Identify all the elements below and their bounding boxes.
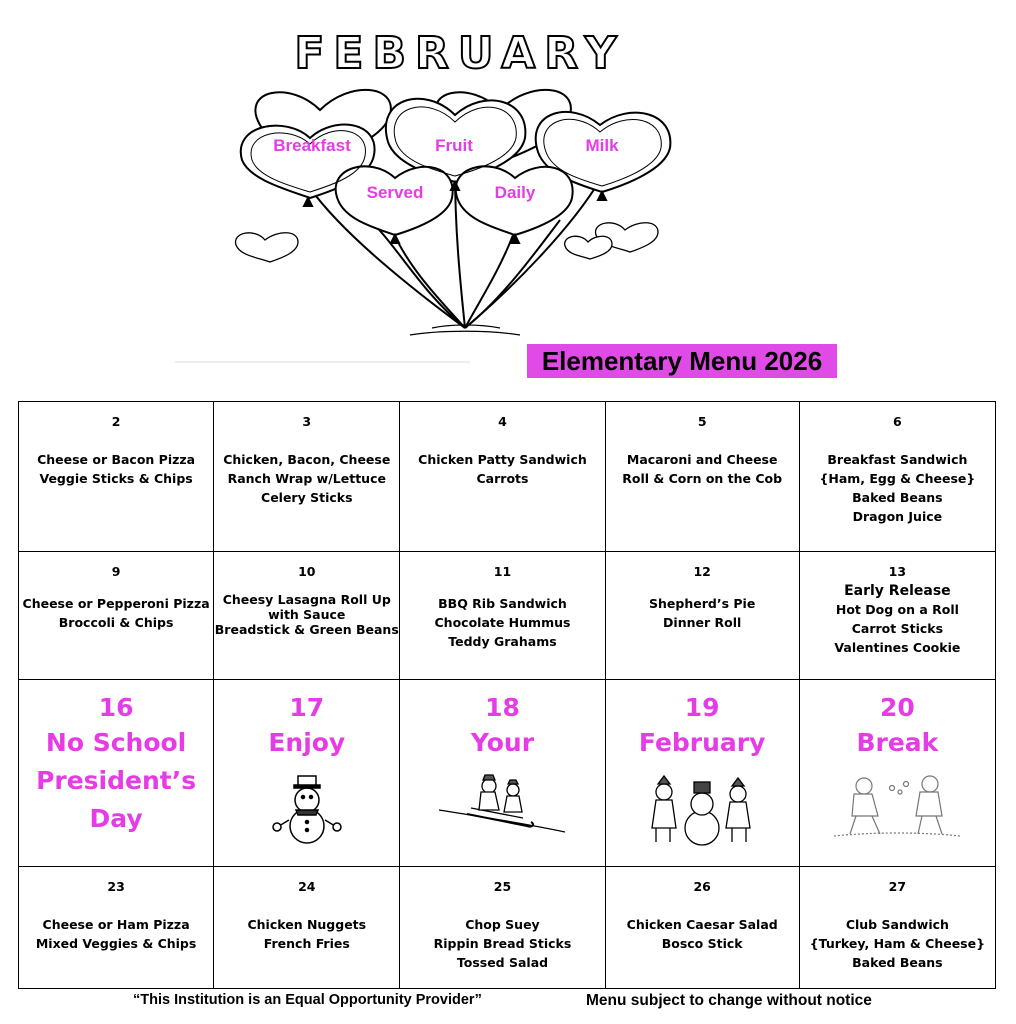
menu-items: Breakfast Sandwich {Ham, Egg & Cheese} Baked Beans Dragon Juice — [819, 452, 976, 524]
sledding-kids-icon — [437, 770, 567, 840]
day-number: 13 — [888, 564, 907, 580]
day-number: 12 — [693, 564, 711, 580]
menu-items: Chicken Caesar Salad Bosco Stick — [626, 916, 778, 951]
balloon-label-breakfast: Breakfast — [273, 136, 351, 155]
day-cell — [799, 680, 995, 866]
day-number: 2 — [111, 414, 121, 429]
day-cell — [400, 552, 605, 680]
week-row — [19, 866, 996, 988]
menu-items: Chicken, Bacon, Cheese Ranch Wrap w/Lettuce Celery Sticks — [223, 452, 391, 505]
day-number: 24 — [298, 878, 316, 894]
menu-items: Cheese or Ham Pizza Mixed Veggies & Chips — [35, 916, 197, 951]
break-text: No School President’s Day — [36, 728, 197, 834]
day-cell — [799, 402, 995, 552]
month-title: FEBRUARY — [294, 28, 626, 79]
menu-items: Shepherd’s Pie Dinner Roll — [649, 596, 756, 631]
day-number: 26 — [693, 878, 711, 894]
day-cell — [400, 680, 605, 866]
day-cell — [400, 402, 605, 552]
menu-items: Club Sandwich {Turkey, Ham & Cheese} Baked Beans — [809, 916, 985, 970]
menu-items: Chicken Nuggets French Fries — [247, 916, 367, 951]
day-cell — [605, 402, 799, 552]
menu-items: Hot Dog on a Roll Carrot Sticks Valentines Cookie — [834, 602, 961, 656]
day-number: 9 — [111, 564, 121, 580]
week-row — [19, 402, 996, 552]
equal-opportunity-statement: “This Institution is an Equal Opportunity Provider” — [133, 992, 482, 1008]
balloon-label-milk: Milk — [585, 136, 619, 155]
menu-items: Cheesy Lasagna Roll Up with Sauce Breadstick & Green Beans — [214, 592, 399, 638]
day-cell — [19, 680, 214, 866]
menu-title: Elementary Menu 2026 — [527, 344, 837, 378]
day-number: 18 — [485, 693, 520, 723]
day-cell — [605, 552, 799, 680]
day-cell — [19, 866, 214, 988]
day-number: 25 — [493, 878, 512, 894]
day-cell — [799, 866, 995, 988]
day-number: 23 — [107, 878, 125, 894]
day-cell — [400, 866, 605, 988]
day-number: 17 — [289, 693, 325, 723]
break-text: Enjoy — [268, 728, 346, 758]
break-text: Your — [470, 728, 535, 758]
day-number: 27 — [888, 878, 907, 894]
day-cell — [214, 552, 400, 680]
menu-change-notice: Menu subject to change without notice — [586, 992, 872, 1009]
menu-items: Chop Suey Rippin Bread Sticks Tossed Salad — [433, 916, 572, 970]
break-text: February — [638, 728, 766, 758]
balloon-label-fruit: Fruit — [435, 136, 473, 155]
day-cell — [605, 680, 799, 866]
kids-building-snowman-icon — [642, 770, 762, 848]
day-number: 4 — [498, 414, 507, 429]
menu-calendar — [18, 401, 996, 989]
balloon-label-served: Served — [366, 183, 424, 202]
early-release-note: Early Release — [844, 583, 951, 600]
break-text: Break — [856, 728, 939, 758]
menu-items: BBQ Rib Sandwich Chocolate Hummus Teddy Grahams — [434, 596, 571, 650]
snowman-icon — [262, 770, 352, 846]
heart-balloons-illustration — [170, 80, 730, 365]
day-number: 6 — [893, 414, 902, 429]
day-number: 20 — [879, 693, 915, 723]
day-cell — [19, 552, 214, 680]
day-number: 3 — [302, 414, 312, 429]
day-cell — [214, 680, 400, 866]
snowball-fight-icon — [832, 770, 962, 840]
day-number: 11 — [493, 564, 512, 580]
day-number: 10 — [298, 564, 316, 580]
balloon-label-daily: Daily — [494, 183, 536, 202]
menu-items: Macaroni and Cheese Roll & Corn on the Cob — [622, 452, 783, 486]
day-cell — [214, 402, 400, 552]
week-row — [19, 552, 996, 680]
menu-items: Cheese or Pepperoni Pizza Broccoli & Chips — [22, 596, 210, 631]
week-row — [19, 680, 996, 866]
day-cell — [214, 866, 400, 988]
day-cell — [19, 402, 214, 552]
menu-items: Cheese or Bacon Pizza Veggie Sticks & Chips — [37, 452, 196, 486]
day-number: 16 — [98, 693, 134, 723]
day-cell — [799, 552, 995, 680]
day-number: 19 — [684, 693, 720, 723]
day-number: 5 — [697, 414, 707, 429]
menu-items: Chicken Patty Sandwich Carrots — [418, 452, 587, 486]
day-cell — [605, 866, 799, 988]
